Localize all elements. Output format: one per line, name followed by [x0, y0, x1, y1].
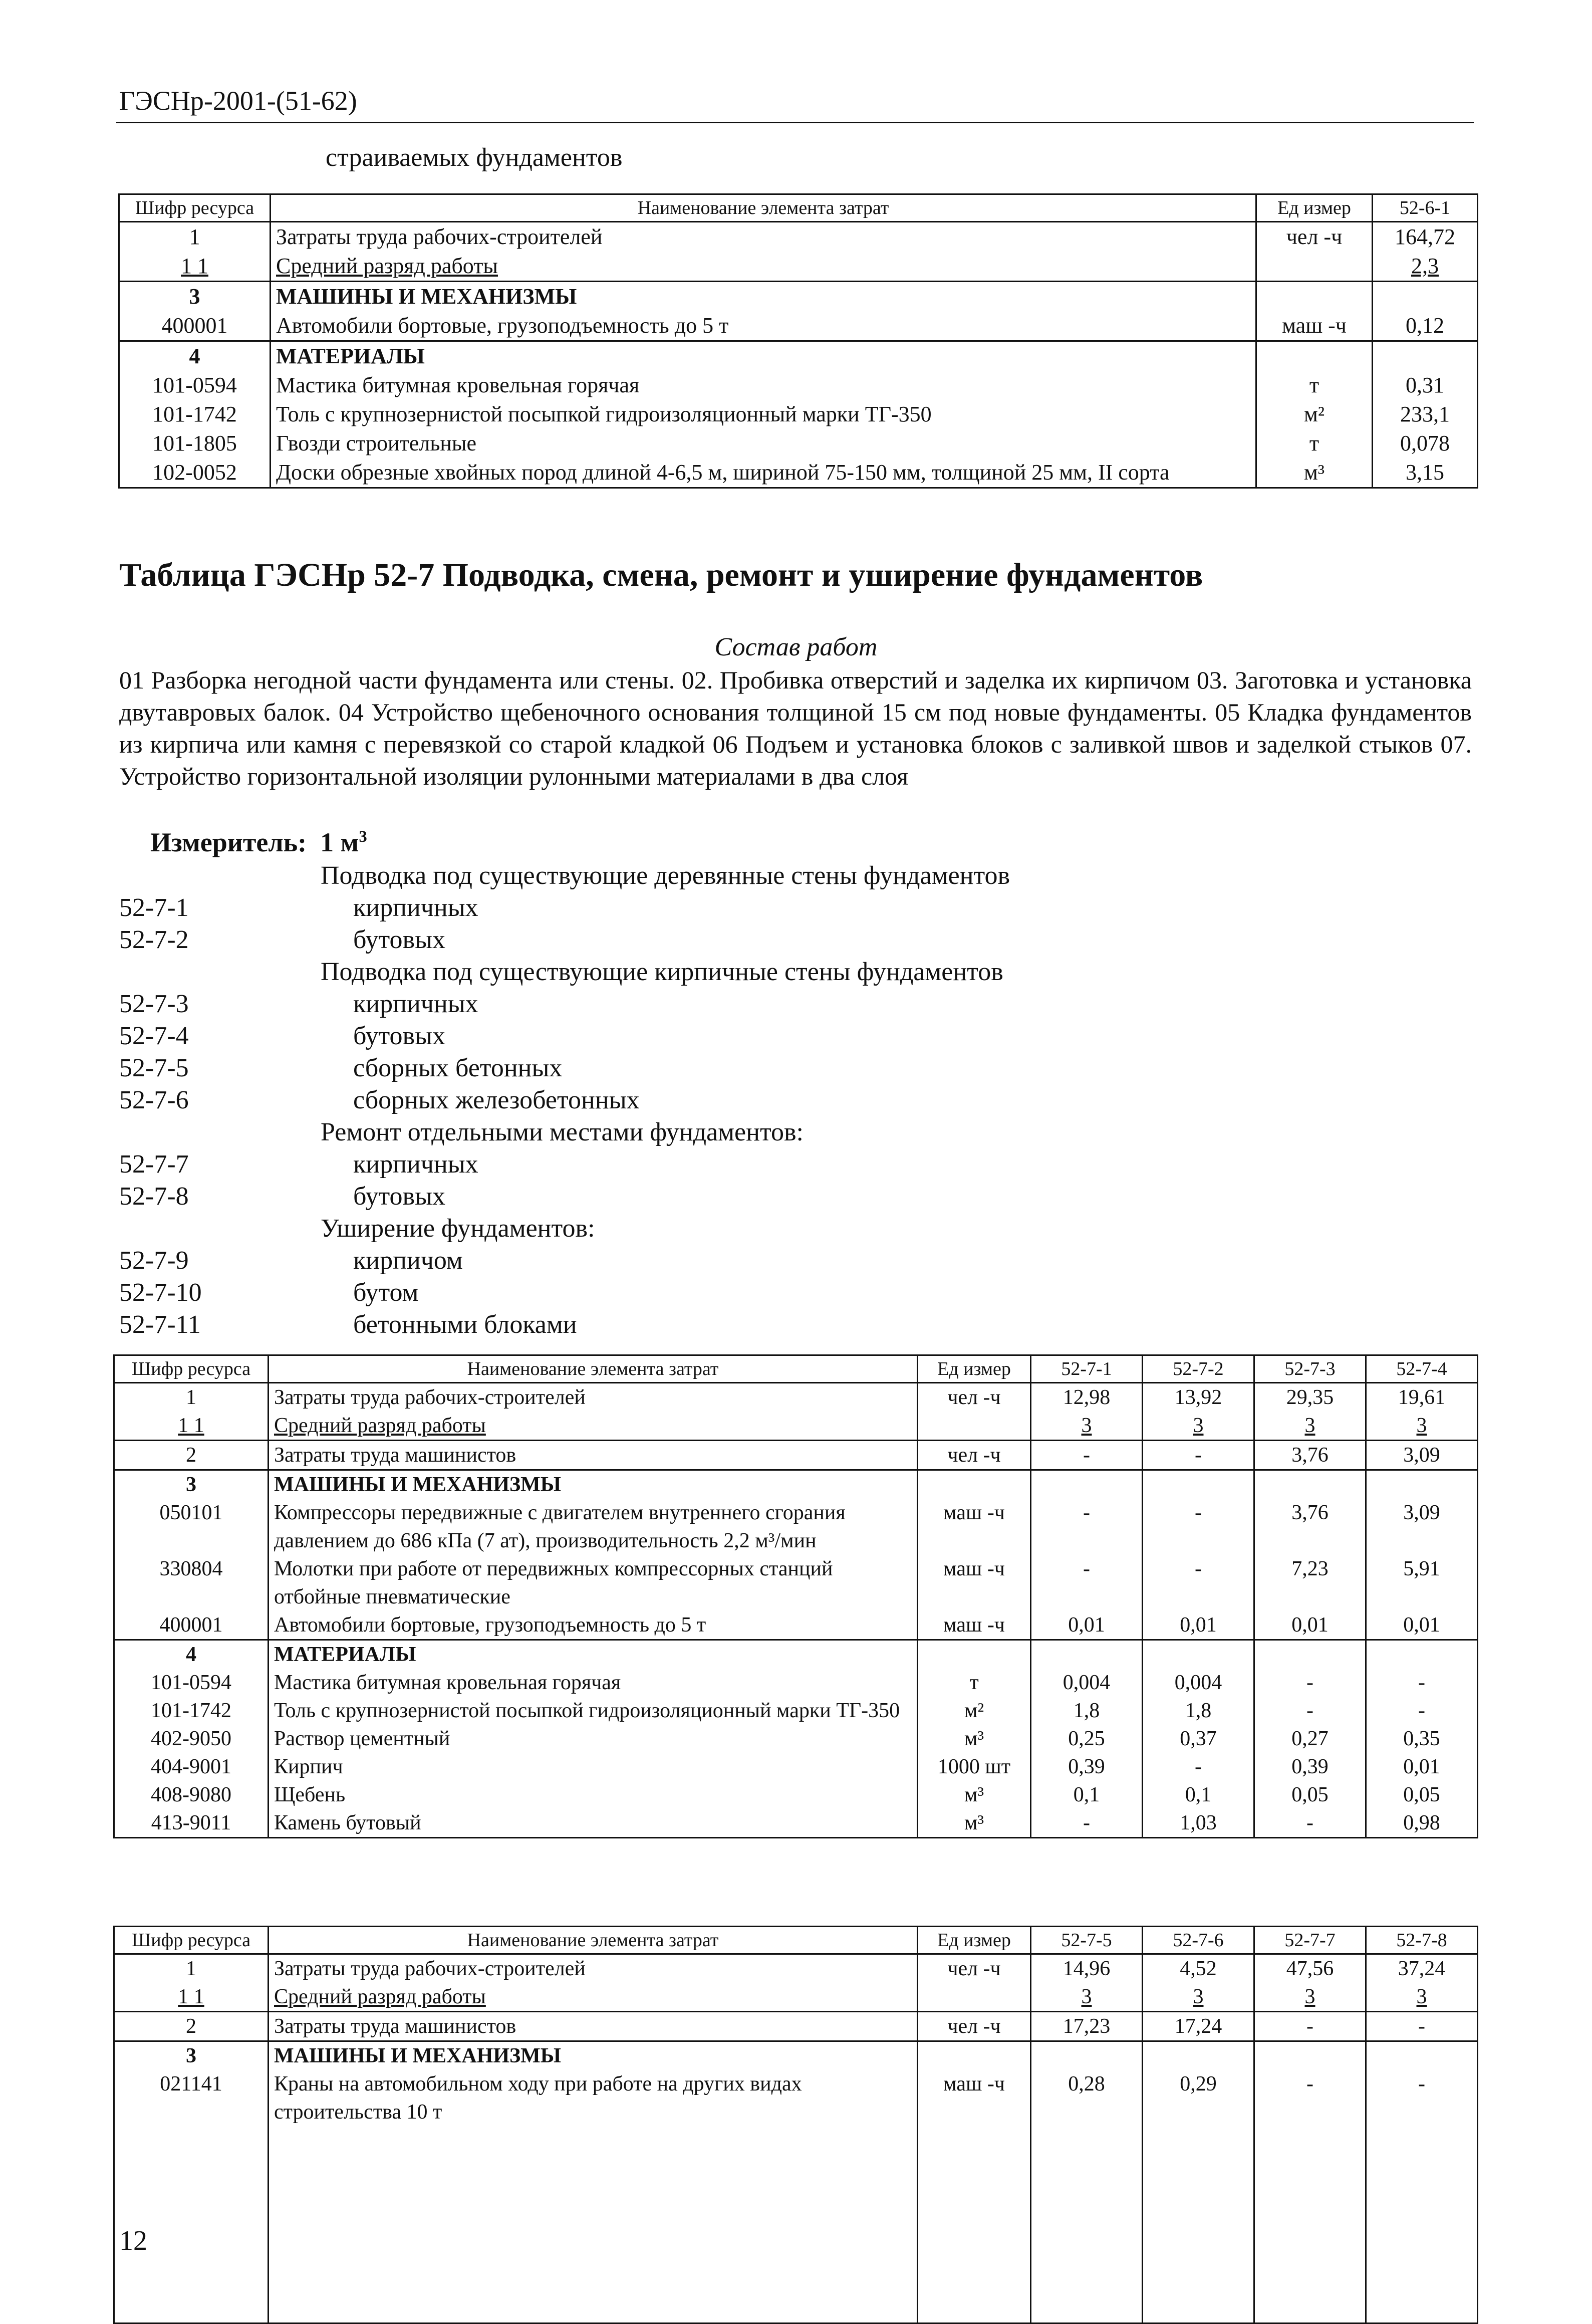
- table-row: [114, 1499, 1478, 1555]
- name-cell: Краны на автомобильном ходу при работе на других видах строительства 10 т: [269, 2070, 918, 2323]
- variant-label: кирпичных: [353, 990, 478, 1018]
- variant-group: Подводка под существующие деревянные стены фундаментов: [321, 861, 1010, 890]
- value-cell: 0,29: [1143, 2070, 1254, 2323]
- value-cell: 0,28: [1031, 2070, 1143, 2323]
- value-cell: [1373, 341, 1478, 371]
- name-cell: Мастика битумная кровельная горячая: [271, 371, 1256, 400]
- value-cell: [1031, 1640, 1143, 1669]
- value-cell: [1373, 282, 1478, 312]
- value-cell: 1,8: [1031, 1697, 1143, 1725]
- table-row: [114, 1669, 1478, 1697]
- value-cell: 19,61: [1366, 1383, 1478, 1412]
- value-cell: -: [1254, 2070, 1366, 2323]
- variant-label: сборных бетонных: [353, 1054, 563, 1082]
- name-cell: Гвозди строительные: [271, 429, 1256, 458]
- name-cell: Средний разряд работы: [269, 1412, 918, 1441]
- col-header: Наименование элемента затрат: [269, 1355, 918, 1383]
- code-cell: 413-9011: [114, 1809, 269, 1838]
- name-cell: Доски обрезные хвойных пород длиной 4-6,5 м, шириной 75-150 мм, толщиной 25 мм, II сорта: [271, 458, 1256, 488]
- value-cell: -: [1366, 1697, 1478, 1725]
- value-cell: 0,01: [1366, 1753, 1478, 1781]
- code-cell: 101-0594: [114, 1669, 269, 1697]
- table-row: [114, 1611, 1478, 1640]
- variant-code: 52-7-9: [119, 1246, 189, 1275]
- unit-cell: [1256, 282, 1373, 312]
- measure-line: [150, 827, 367, 858]
- value-cell: 0,05: [1254, 1781, 1366, 1809]
- code-cell: 3: [114, 2041, 269, 2070]
- table-row: [114, 1954, 1478, 1983]
- name-cell: Молотки при работе от передвижных компрессорных станций отбойные пневматические: [269, 1555, 918, 1611]
- variant-code: 52-7-8: [119, 1182, 189, 1211]
- value-cell: 0,05: [1366, 1781, 1478, 1809]
- table-row: [119, 341, 1478, 371]
- header-rule: [116, 122, 1474, 123]
- unit-cell: чел -ч: [918, 1383, 1031, 1412]
- table-header-row: [114, 1927, 1478, 1954]
- value-cell: [1366, 1470, 1478, 1499]
- col-header: 52-7-3: [1254, 1355, 1366, 1383]
- unit-cell: м²: [918, 1697, 1031, 1725]
- value-cell: 0,01: [1254, 1611, 1366, 1640]
- table-title: Таблица ГЭСНр 52-7 Подводка, смена, ремонт и уширение фундаментов: [119, 557, 1203, 593]
- value-cell: [1031, 2041, 1143, 2070]
- value-cell: 4,52: [1143, 1954, 1254, 1983]
- variant-label: бетонными блоками: [353, 1310, 577, 1339]
- table-row: [114, 1725, 1478, 1753]
- unit-cell: м³: [1256, 458, 1373, 488]
- col-header: Наименование элемента затрат: [269, 1927, 918, 1954]
- table-row: [114, 2012, 1478, 2041]
- value-cell: 37,24: [1366, 1954, 1478, 1983]
- col-header: 52-7-1: [1031, 1355, 1143, 1383]
- unit-cell: [918, 1412, 1031, 1441]
- value-cell: 3: [1366, 1412, 1478, 1441]
- value-cell: [1366, 2041, 1478, 2070]
- unit-cell: м³: [918, 1809, 1031, 1838]
- table-row: [119, 252, 1478, 282]
- code-cell: 404-9001: [114, 1753, 269, 1781]
- value-cell: 0,12: [1373, 311, 1478, 341]
- unit-cell: 1000 шт: [918, 1753, 1031, 1781]
- value-cell: 12,98: [1031, 1383, 1143, 1412]
- variant-code: 52-7-3: [119, 990, 189, 1018]
- variant-label: бутовых: [353, 925, 446, 954]
- value-cell: 0,35: [1366, 1725, 1478, 1753]
- variant-code: 52-7-11: [119, 1310, 201, 1339]
- table-52-7-a: [113, 1354, 1478, 1838]
- variant-group: Уширение фундаментов:: [321, 1214, 595, 1243]
- value-cell: [1254, 1640, 1366, 1669]
- value-cell: [1031, 1470, 1143, 1499]
- value-cell: 0,004: [1143, 1669, 1254, 1697]
- value-cell: 0,39: [1031, 1753, 1143, 1781]
- value-cell: -: [1254, 1697, 1366, 1725]
- variant-group: Подводка под существующие кирпичные стены фундаментов: [321, 958, 1003, 986]
- variant-label: бутом: [353, 1278, 419, 1307]
- value-cell: 0,25: [1031, 1725, 1143, 1753]
- col-header: 52-7-5: [1031, 1927, 1143, 1954]
- code-cell: 330804: [114, 1555, 269, 1611]
- value-cell: -: [1031, 1809, 1143, 1838]
- section-heading: МАШИНЫ И МЕХАНИЗМЫ: [269, 1470, 918, 1499]
- table-52-6: [118, 193, 1478, 489]
- name-cell: Затраты труда машинистов: [269, 2012, 918, 2041]
- table-row: [119, 311, 1478, 341]
- name-cell: Камень бутовый: [269, 1809, 918, 1838]
- code-cell: 101-1805: [119, 429, 271, 458]
- unit-cell: маш -ч: [1256, 311, 1373, 341]
- table-row: [119, 282, 1478, 312]
- value-cell: 0,1: [1031, 1781, 1143, 1809]
- unit-cell: чел -ч: [918, 1954, 1031, 1983]
- variant-label: кирпичом: [353, 1246, 463, 1275]
- table-row: [114, 1781, 1478, 1809]
- value-cell: 3,09: [1366, 1499, 1478, 1555]
- name-cell: Толь с крупнозернистой посыпкой гидроизоляционный марки ТГ-350: [269, 1697, 918, 1725]
- col-header: Ед измер: [918, 1927, 1031, 1954]
- col-header: Ед измер: [918, 1355, 1031, 1383]
- table-52-7-b: [113, 1926, 1478, 2324]
- section-heading: МАТЕРИАЛЫ: [271, 341, 1256, 371]
- code-cell: 1: [114, 1954, 269, 1983]
- col-header: Ед измер: [1256, 194, 1373, 222]
- name-cell: Компрессоры передвижные с двигателем внутреннего сгорания давлением до 686 кПа (7 ат), производительность 2,2 м³/мин: [269, 1499, 918, 1555]
- code-cell: 402-9050: [114, 1725, 269, 1753]
- table-row: [114, 1470, 1478, 1499]
- name-cell: Затраты труда рабочих-строителей: [271, 222, 1256, 252]
- unit-cell: м³: [918, 1725, 1031, 1753]
- code-cell: 2: [114, 1441, 269, 1470]
- col-header: Шифр ресурса: [114, 1355, 269, 1383]
- col-header: 52-7-4: [1366, 1355, 1478, 1383]
- table-row: [114, 2070, 1478, 2323]
- code-cell: 1 1: [114, 1983, 269, 2012]
- code-cell: 101-1742: [119, 400, 271, 429]
- code-cell: 102-0052: [119, 458, 271, 488]
- code-cell: 2: [114, 2012, 269, 2041]
- table-header-row: [114, 1355, 1478, 1383]
- value-cell: 3: [1031, 1412, 1143, 1441]
- page-number: 12: [119, 2225, 147, 2256]
- unit-cell: [918, 1640, 1031, 1669]
- unit-cell: [1256, 341, 1373, 371]
- unit-cell: чел -ч: [918, 1441, 1031, 1470]
- variant-code: 52-7-4: [119, 1022, 189, 1050]
- value-cell: 3,09: [1366, 1441, 1478, 1470]
- composition-title: Состав работ: [714, 633, 878, 661]
- code-cell: 101-0594: [119, 371, 271, 400]
- code-cell: 021141: [114, 2070, 269, 2323]
- name-cell: Средний разряд работы: [271, 252, 1256, 282]
- unit-cell: [918, 1983, 1031, 2012]
- code-cell: 1: [114, 1383, 269, 1412]
- table-row: [114, 1412, 1478, 1441]
- code-cell: 1: [119, 222, 271, 252]
- col-header: Шифр ресурса: [119, 194, 271, 222]
- table-row: [114, 1697, 1478, 1725]
- measure-sup: 3: [359, 828, 367, 846]
- table-row: [119, 371, 1478, 400]
- value-cell: 2,3: [1373, 252, 1478, 282]
- unit-cell: чел -ч: [918, 2012, 1031, 2041]
- value-cell: -: [1254, 1669, 1366, 1697]
- value-cell: 0,01: [1143, 1611, 1254, 1640]
- code-cell: 400001: [114, 1611, 269, 1640]
- name-cell: Затраты труда машинистов: [269, 1441, 918, 1470]
- measure-label: Измеритель:: [150, 827, 307, 857]
- code-cell: 050101: [114, 1499, 269, 1555]
- variant-label: кирпичных: [353, 1150, 478, 1179]
- unit-cell: [918, 1470, 1031, 1499]
- table-row: [114, 2041, 1478, 2070]
- table-header-row: [119, 194, 1478, 222]
- variant-code: 52-7-10: [119, 1278, 202, 1307]
- value-cell: 0,01: [1031, 1611, 1143, 1640]
- value-cell: [1143, 1470, 1254, 1499]
- variant-label: сборных железобетонных: [353, 1086, 640, 1114]
- value-cell: 0,004: [1031, 1669, 1143, 1697]
- value-cell: 233,1: [1373, 400, 1478, 429]
- value-cell: -: [1366, 2070, 1478, 2323]
- code-cell: 101-1742: [114, 1697, 269, 1725]
- col-header: 52-7-6: [1143, 1927, 1254, 1954]
- col-header: 52-7-7: [1254, 1927, 1366, 1954]
- table-row: [119, 222, 1478, 252]
- name-cell: Мастика битумная кровельная горячая: [269, 1669, 918, 1697]
- value-cell: -: [1143, 1441, 1254, 1470]
- variant-code: 52-7-7: [119, 1150, 189, 1179]
- unit-cell: маш -ч: [918, 2070, 1031, 2323]
- unit-cell: т: [1256, 429, 1373, 458]
- value-cell: 1,8: [1143, 1697, 1254, 1725]
- value-cell: 47,56: [1254, 1954, 1366, 1983]
- value-cell: 5,91: [1366, 1555, 1478, 1611]
- table-row: [114, 1809, 1478, 1838]
- code-cell: 4: [114, 1640, 269, 1669]
- unit-cell: маш -ч: [918, 1499, 1031, 1555]
- value-cell: 0,27: [1254, 1725, 1366, 1753]
- name-cell: Автомобили бортовые, грузоподъемность до 5 т: [269, 1611, 918, 1640]
- value-cell: -: [1254, 1809, 1366, 1838]
- table-row: [114, 1753, 1478, 1781]
- value-cell: 3,76: [1254, 1441, 1366, 1470]
- value-cell: 3: [1366, 1983, 1478, 2012]
- value-cell: 3: [1254, 1412, 1366, 1441]
- value-cell: -: [1143, 1499, 1254, 1555]
- value-cell: -: [1254, 2012, 1366, 2041]
- value-cell: 0,37: [1143, 1725, 1254, 1753]
- unit-cell: маш -ч: [918, 1611, 1031, 1640]
- name-cell: Щебень: [269, 1781, 918, 1809]
- value-cell: -: [1366, 1669, 1478, 1697]
- value-cell: 0,01: [1366, 1611, 1478, 1640]
- value-cell: [1143, 1640, 1254, 1669]
- variant-code: 52-7-2: [119, 925, 189, 954]
- table-body: [114, 1954, 1478, 2323]
- unit-cell: маш -ч: [918, 1555, 1031, 1611]
- unit-cell: м²: [1256, 400, 1373, 429]
- unit-cell: т: [918, 1669, 1031, 1697]
- value-cell: 29,35: [1254, 1383, 1366, 1412]
- table-row: [114, 1983, 1478, 2012]
- table-row: [114, 1555, 1478, 1611]
- value-cell: 7,23: [1254, 1555, 1366, 1611]
- section-heading: МАТЕРИАЛЫ: [269, 1640, 918, 1669]
- name-cell: Затраты труда рабочих-строителей: [269, 1383, 918, 1412]
- value-cell: [1366, 1640, 1478, 1669]
- value-cell: 3,15: [1373, 458, 1478, 488]
- code-cell: 400001: [119, 311, 271, 341]
- col-header: Наименование элемента затрат: [271, 194, 1256, 222]
- col-header: 52-7-2: [1143, 1355, 1254, 1383]
- document-code: ГЭСНр-2001-(51-62): [119, 86, 357, 116]
- table-row: [119, 400, 1478, 429]
- value-cell: -: [1031, 1555, 1143, 1611]
- value-cell: 3: [1031, 1983, 1143, 2012]
- value-cell: 0,078: [1373, 429, 1478, 458]
- value-cell: 0,31: [1373, 371, 1478, 400]
- value-cell: -: [1143, 1555, 1254, 1611]
- value-cell: 3,76: [1254, 1499, 1366, 1555]
- measure-value: 1 м: [320, 827, 359, 857]
- composition-text: 01 Разборка негодной части фундамента или стены. 02. Пробивка отверстий и заделка их кирпичом 03. Заготовка и установка двутавровых балок. 04 Устройство щебеночного основания толщиной 15 см под новые фундаменты. 05 Кладка фундаментов из кирпича или камня с перевязкой со старой кладкой 06 Подъем и установка блоков с заливкой швов и заделкой стыков 07. Устройство горизонтальной изоляции рулонными материалами в два слоя: [119, 666, 1472, 790]
- value-cell: 1,03: [1143, 1809, 1254, 1838]
- value-cell: 164,72: [1373, 222, 1478, 252]
- unit-cell: [918, 2041, 1031, 2070]
- variant-label: кирпичных: [353, 893, 478, 922]
- name-cell: Автомобили бортовые, грузоподъемность до 5 т: [271, 311, 1256, 341]
- name-cell: Средний разряд работы: [269, 1983, 918, 2012]
- value-cell: -: [1366, 2012, 1478, 2041]
- value-cell: 17,23: [1031, 2012, 1143, 2041]
- table-row: [119, 429, 1478, 458]
- value-cell: [1254, 2041, 1366, 2070]
- name-cell: Кирпич: [269, 1753, 918, 1781]
- value-cell: 3: [1143, 1983, 1254, 2012]
- code-cell: 4: [119, 341, 271, 371]
- table-row: [114, 1383, 1478, 1412]
- variant-code: 52-7-6: [119, 1086, 189, 1114]
- unit-cell: м³: [918, 1781, 1031, 1809]
- variant-group: Ремонт отдельными местами фундаментов:: [321, 1118, 804, 1146]
- code-cell: 3: [119, 282, 271, 312]
- value-cell: [1254, 1470, 1366, 1499]
- value-cell: 17,24: [1143, 2012, 1254, 2041]
- value-cell: 3: [1254, 1983, 1366, 2012]
- code-cell: 3: [114, 1470, 269, 1499]
- name-cell: Затраты труда рабочих-строителей: [269, 1954, 918, 1983]
- value-cell: 3: [1143, 1412, 1254, 1441]
- col-header: Шифр ресурса: [114, 1927, 269, 1954]
- table-row: [114, 1640, 1478, 1669]
- unit-cell: чел -ч: [1256, 222, 1373, 252]
- col-header: 52-6-1: [1373, 194, 1478, 222]
- code-cell: 1 1: [119, 252, 271, 282]
- value-cell: 0,98: [1366, 1809, 1478, 1838]
- section-heading: МАШИНЫ И МЕХАНИЗМЫ: [271, 282, 1256, 312]
- value-cell: 0,39: [1254, 1753, 1366, 1781]
- continuation-text: страиваемых фундаментов: [326, 143, 623, 172]
- variant-label: бутовых: [353, 1022, 446, 1050]
- name-cell: Раствор цементный: [269, 1725, 918, 1753]
- col-header: 52-7-8: [1366, 1927, 1478, 1954]
- value-cell: -: [1031, 1441, 1143, 1470]
- name-cell: Толь с крупнозернистой посыпкой гидроизоляционный марки ТГ-350: [271, 400, 1256, 429]
- unit-cell: [1256, 252, 1373, 282]
- value-cell: -: [1031, 1499, 1143, 1555]
- code-cell: 408-9080: [114, 1781, 269, 1809]
- value-cell: -: [1143, 1753, 1254, 1781]
- table-row: [119, 458, 1478, 488]
- variant-code: 52-7-1: [119, 893, 189, 922]
- value-cell: 0,1: [1143, 1781, 1254, 1809]
- section-heading: МАШИНЫ И МЕХАНИЗМЫ: [269, 2041, 918, 2070]
- table-body: [114, 1383, 1478, 1838]
- value-cell: 13,92: [1143, 1383, 1254, 1412]
- variant-label: бутовых: [353, 1182, 446, 1211]
- value-cell: [1143, 2041, 1254, 2070]
- variant-code: 52-7-5: [119, 1054, 189, 1082]
- code-cell: 1 1: [114, 1412, 269, 1441]
- value-cell: 14,96: [1031, 1954, 1143, 1983]
- unit-cell: т: [1256, 371, 1373, 400]
- table-row: [114, 1441, 1478, 1470]
